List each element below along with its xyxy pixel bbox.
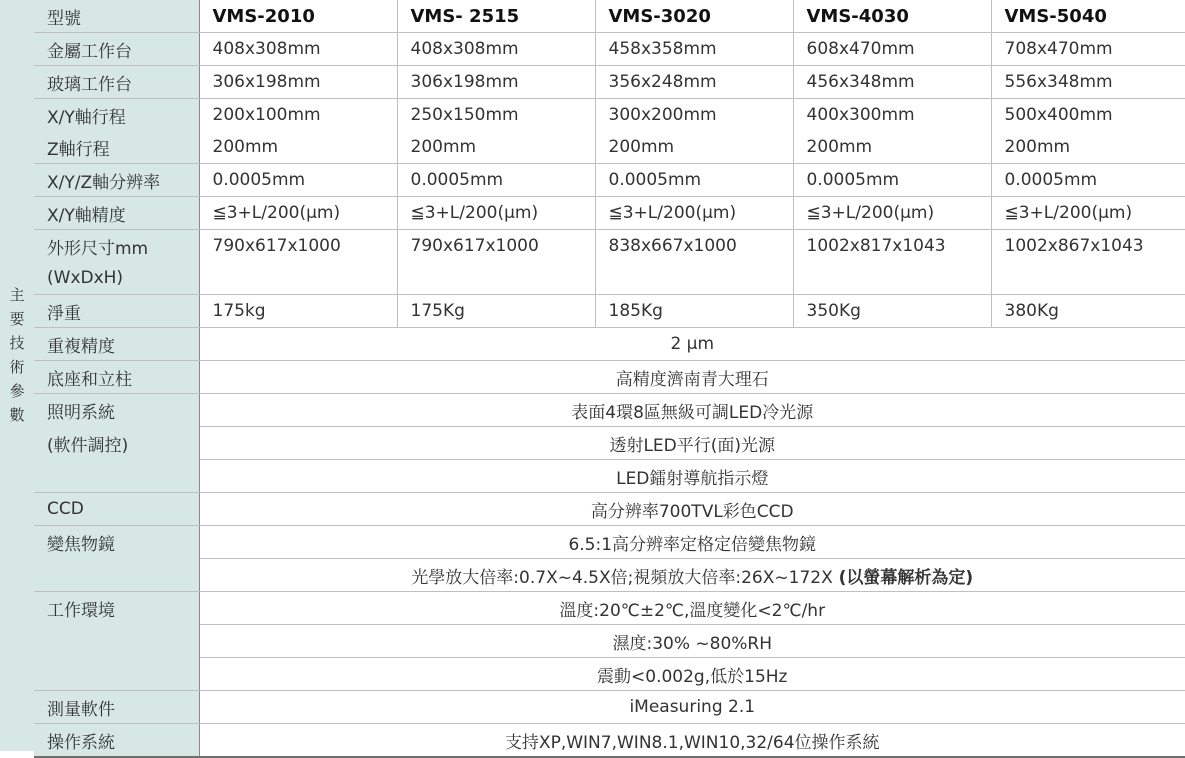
row-label: 型號 (34, 0, 199, 33)
cell-value: 790x617x1000 (199, 230, 397, 295)
cell-value: 306x198mm (199, 66, 397, 99)
merged-value (199, 559, 1185, 592)
cell-value: 0.0005mm (991, 164, 1185, 197)
cell-value: ≦3+L/200(µm) (991, 197, 1185, 230)
merged-value: LED鐳射導航指示燈 (199, 460, 1185, 493)
side-label-char: 主 (9, 286, 25, 304)
merged-value: 震動<0.002g,低於15Hz (199, 658, 1185, 691)
table-row (34, 724, 1185, 758)
cell-value: 1002x817x1043 (793, 230, 991, 295)
row-label: 變焦物鏡 (34, 526, 199, 559)
model-name: VMS-4030 (793, 0, 991, 33)
cell-value: 175Kg (397, 295, 595, 328)
cell-value: 185Kg (595, 295, 793, 328)
row-label: 工作環境 (34, 592, 199, 625)
merged-value: 2 µm (199, 328, 1185, 361)
row-label-empty (34, 625, 199, 658)
row-label: 操作系統 (34, 724, 199, 758)
row-label: 玻璃工作台 (34, 66, 199, 99)
cell-value: 200mm (793, 131, 991, 164)
row-label: 重複精度 (34, 328, 199, 361)
merged-value: 高精度濟南青大理石 (199, 361, 1185, 394)
cell-value: 408x308mm (397, 33, 595, 66)
zoom-magnification: 光學放大倍率:0.7X~4.5X倍;視頻放大倍率:26X~172X (411, 567, 833, 588)
row-label-sub: (軟件調控) (34, 427, 199, 460)
cell-value: 0.0005mm (199, 164, 397, 197)
cell-value: 790x617x1000 (397, 230, 595, 295)
row-label: 金屬工作台 (34, 33, 199, 66)
table-row (34, 99, 1185, 132)
cell-value: 500x400mm (1004, 105, 1113, 125)
zoom-note: (以螢幕解析為定) (832, 567, 974, 588)
cell-value: ≦3+L/200(µm) (595, 197, 793, 230)
row-label: 照明系統 (34, 394, 199, 427)
cell-value: 408x308mm (199, 33, 397, 66)
cell-value: 556x348mm (991, 66, 1185, 99)
row-label: X/Y軸精度 (34, 197, 199, 230)
merged-value: 溫度:20℃±2℃,溫度變化<2℃/hr (199, 592, 1185, 625)
side-label-char: 技 (9, 334, 25, 352)
row-label-empty (34, 559, 199, 592)
cell-value: 708x470mm (991, 33, 1185, 66)
cell-value: 456x348mm (793, 66, 991, 99)
table-row-zoom (34, 526, 1185, 559)
table-row-lighting (34, 427, 1185, 460)
table-row-lighting (34, 394, 1185, 427)
row-label-sub: (WxDxH) (34, 262, 199, 295)
spec-table (34, 0, 1185, 758)
cell-value: 300x200mm (595, 99, 793, 132)
row-label: X/Y/Z軸分辨率 (34, 164, 199, 197)
merged-value: 高分辨率700TVL彩色CCD (199, 493, 1185, 526)
cell-value: 350Kg (793, 295, 991, 328)
cell-value: 200mm (199, 131, 397, 164)
table-row (34, 33, 1185, 66)
model-name: VMS-5040 (991, 0, 1185, 33)
row-label: Z軸行程 (34, 131, 199, 164)
cell-value: ≦3+L/200(µm) (793, 197, 991, 230)
side-label-char: 要 (9, 310, 25, 328)
cell-value: 0.0005mm (595, 164, 793, 197)
merged-value: 支持XP,WIN7,WIN8.1,WIN10,32/64位操作系統 (199, 724, 1185, 758)
table-row-lighting (34, 460, 1185, 493)
table-row (34, 164, 1185, 197)
cell-value: 458x358mm (595, 33, 793, 66)
cell-value: 200x100mm (199, 99, 397, 132)
model-name: VMS- 2515 (397, 0, 595, 33)
side-band (0, 0, 34, 751)
cell-value: 200mm (991, 131, 1185, 164)
table-row-zoom (34, 559, 1185, 592)
model-name: VMS-3020 (595, 0, 793, 33)
table-row (34, 493, 1185, 526)
cell-value: 0.0005mm (793, 164, 991, 197)
table-row (34, 361, 1185, 394)
row-label: 測量軟件 (34, 691, 199, 724)
table-row (34, 691, 1185, 724)
table-row (34, 328, 1185, 361)
merged-value: 濕度:30% ~80%RH (199, 625, 1185, 658)
side-label (0, 283, 34, 427)
cell-value: 838x667x1000 (595, 230, 793, 295)
row-label: X/Y軸行程 (34, 99, 199, 132)
table-row (34, 131, 1185, 164)
row-label: CCD (34, 493, 199, 526)
cell-value: 356x248mm (595, 66, 793, 99)
cell-value: 250x150mm (397, 99, 595, 132)
merged-value: 表面4環8區無級可調LED冷光源 (199, 394, 1185, 427)
side-label-char: 參 (9, 382, 25, 400)
table-row (34, 197, 1185, 230)
cell-value: 175kg (199, 295, 397, 328)
table-row-environment (34, 658, 1185, 691)
cell-value: ≦3+L/200(µm) (397, 197, 595, 230)
cell-value: 0.0005mm (397, 164, 595, 197)
side-label-char: 術 (9, 358, 25, 376)
cell-value: 200mm (595, 131, 793, 164)
cell-value: 380Kg (991, 295, 1185, 328)
table-row-dimensions (34, 230, 1185, 263)
merged-value: 透射LED平行(面)光源 (199, 427, 1185, 460)
row-label: 外形尺寸mm (34, 230, 199, 263)
model-name: VMS-2010 (199, 0, 397, 33)
cell-value: 608x470mm (793, 33, 991, 66)
header-row (34, 0, 1185, 33)
table-row (34, 66, 1185, 99)
table-row-environment (34, 592, 1185, 625)
cell-value: ≦3+L/200(µm) (199, 197, 397, 230)
cell-value: 306x198mm (397, 66, 595, 99)
row-label: 淨重 (34, 295, 199, 328)
table-row (34, 295, 1185, 328)
row-label-empty (34, 460, 199, 493)
merged-value: iMeasuring 2.1 (199, 691, 1185, 724)
row-label-empty (34, 658, 199, 691)
table-row-environment (34, 625, 1185, 658)
cell-value: 200mm (397, 131, 595, 164)
side-label-char: 數 (9, 406, 25, 424)
cell-value: 400x300mm (793, 99, 991, 132)
merged-value: 6.5:1高分辨率定格定倍變焦物鏡 (199, 526, 1185, 559)
row-label: 底座和立柱 (34, 361, 199, 394)
cell-value: 1002x867x1043 (991, 230, 1185, 295)
